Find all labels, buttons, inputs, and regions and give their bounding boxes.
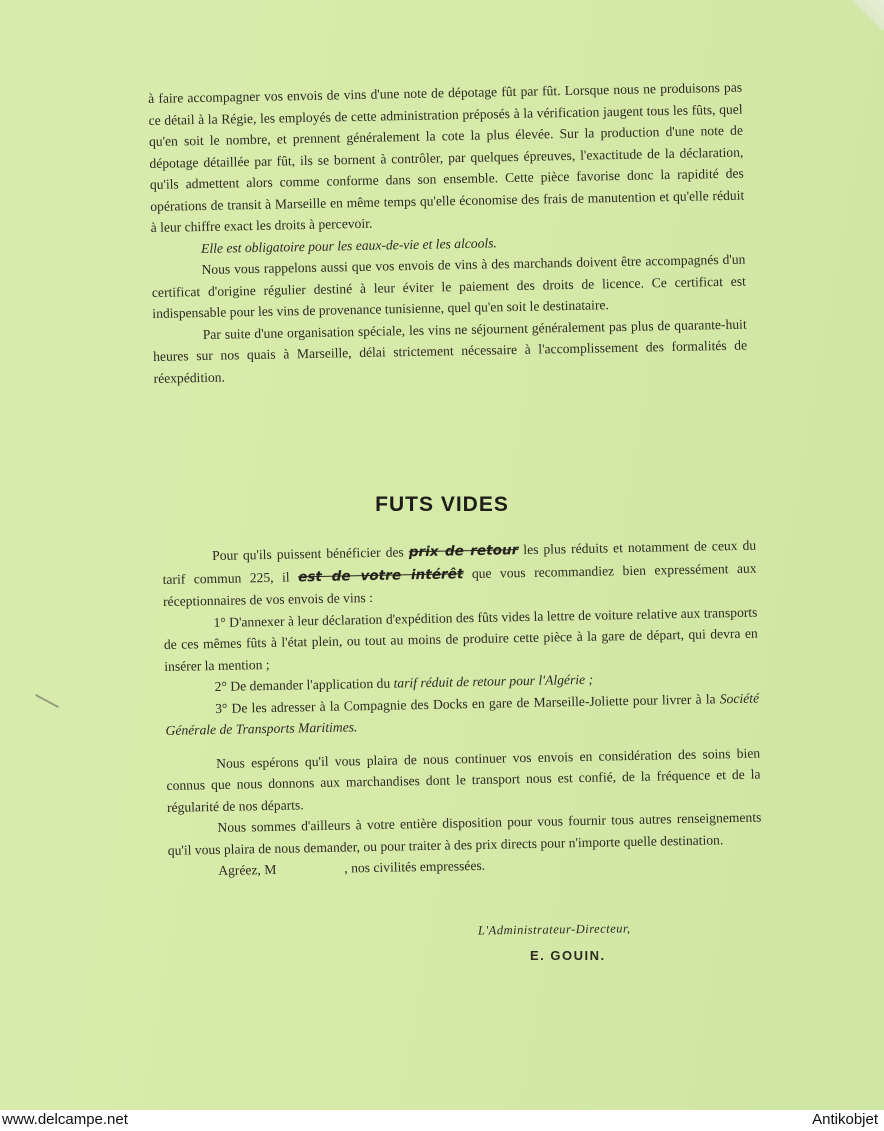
page-corner-fold xyxy=(850,0,884,30)
obligatory-line: Elle est obligatoire pour les eaux-de-vie et les alcools. xyxy=(200,234,498,256)
section-heading: FUTS VIDES xyxy=(375,493,509,516)
pencil-mark xyxy=(35,694,59,708)
footer-site-link[interactable]: www.delcampe.net xyxy=(2,1111,128,1128)
signature-name: E. GOUIN. xyxy=(530,948,606,963)
list-item-2-prefix: 2° De demander l'application du xyxy=(214,675,394,695)
futs-intro-text-a: Pour qu'ils puissent bénéficier des xyxy=(212,544,409,564)
list-item-3-prefix: 3° De les adresser à la Compagnie des Docks en gare de Marseille-Joliette pour livrer à la xyxy=(214,690,720,716)
certificate-paragraph: Nous vous rappelons aussi que vos envois de vins à des marchands doivent être accompagnés d'un certificat d'origine régulier destiné à leur éviter le paiement des droits de licence. Ce certificat est indispensable pour les vins de provenance tunisienne, quel qu'en soit le destinataire. xyxy=(151,251,746,321)
futs-intro-text-c: que vous recommandiez bien expressément aux réceptionnaires de vos envois de vins : xyxy=(162,560,757,609)
lower-text-block xyxy=(162,535,762,883)
watermark-footer xyxy=(0,1110,884,1131)
handwritten-correction-1: prix de retour xyxy=(408,542,519,561)
list-item-1: 1° D'annexer à leur déclaration d'expédition des fûts vides la lettre de voiture relative aux transports de ces mêmes fûts à l'état plein, ou tout au moins de produire cette pièce à la gare de départ, qui devra en insérer la mention ; xyxy=(163,604,758,674)
closing-line: Agréez, M , nos civilités empressées. xyxy=(218,857,486,878)
list-item-2-italic: tarif réduit de retour pour l'Algérie ; xyxy=(393,671,594,691)
hope-paragraph: Nous espérons qu'il vous plaira de nous continuer vos envois en considération des soins bien connus que nous donnons aux marchandises dont le transport nous est confié, de la fréquence et de la régularité de nos départs. xyxy=(166,745,761,815)
list-item-3-italic: Société Générale de Transports Maritimes. xyxy=(165,690,760,738)
handwritten-correction-2: est de votre intérêt xyxy=(297,565,464,585)
futs-intro-paragraph xyxy=(162,535,757,613)
signature-title: L'Administrateur-Directeur, xyxy=(477,921,631,938)
disposition-paragraph: Nous sommes d'ailleurs à votre entière disposition pour vous fournir tous autres renseignements qu'il vous plaira de nous demander, ou pour traiter à des prix directs pour n'importe quelle destination. xyxy=(167,809,762,858)
futs-intro-text-b: les plus réduits et notamment de ceux du tarif commun 225, il xyxy=(162,537,757,587)
footer-seller-name: Antikobjet xyxy=(812,1111,878,1128)
upper-text-block xyxy=(148,77,748,389)
intro-paragraph: à faire accompagner vos envois de vins d'une note de dépotage fût par fût. Lorsque nous ne produisons pas ce détail à la Régie, les employés de cette administration préposés à la vérification jaugent tous les fûts, quel qu'en soit le nombre, et prennent généralement la cote la plus élevée. Sur la production d'une note de dépotage détaillée par fût, ils se bornent à contrôler, par quelques épreuves, l'exactitude de la déclaration, qu'ils admettent alors comme conforme dans son ensemble. Cette pièce favorise donc la rapidité des opérations de transit à Marseille en même temps qu'elle économise des frais de manutention et qu'elle réduit à leur chiffre exact les droits à percevoir. xyxy=(148,79,745,235)
organisation-paragraph: Par suite d'une organisation spéciale, les vins ne séjournent généralement pas plus de quarante-huit heures sur nos quais à Marseille, délai strictement nécessaire à l'accomplissement des formalités de réexpédition. xyxy=(153,316,748,386)
